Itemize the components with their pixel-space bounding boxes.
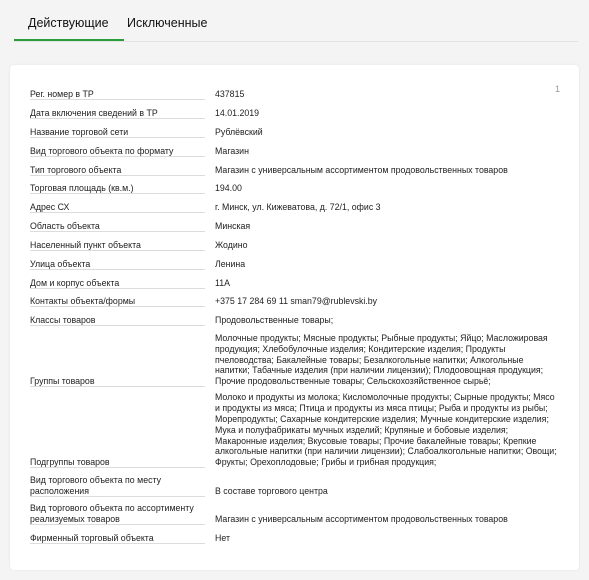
field-label: Адрес СХ [30,201,205,213]
field-row-format [30,146,560,157]
field-label: Торговая площадь (кв.м.) [30,182,205,194]
field-row-date [30,108,560,119]
field-row-house [30,278,560,289]
field-label: Группы товаров [30,375,205,387]
field-row-region [30,221,560,232]
field-row-type [30,165,560,176]
field-value: В составе торгового центра [215,486,328,497]
detail-card [10,65,579,570]
field-row-street [30,259,560,270]
field-value: 437815 [215,89,245,100]
field-value: Магазин с универсальным ассортиментом продовольственных товаров [215,165,508,176]
tab-excluded[interactable]: Исключенные [127,16,208,30]
field-label: Населенный пункт объекта [30,239,205,251]
field-label: Улица объекта [30,258,205,270]
field-value: Рублёвский [215,127,263,138]
field-label: Вид торгового объекта по формату [30,145,205,157]
field-row-assortment-type [30,503,560,525]
field-label: Контакты объекта/формы [30,295,205,307]
field-value: Магазин [215,146,249,157]
field-row-groups [30,333,560,387]
tab-active[interactable]: Действующие [28,16,109,30]
page-number: 1 [554,84,560,94]
field-row-branded [30,533,560,544]
field-label: Дата включения сведений в ТР [30,107,205,119]
active-tab-indicator [14,39,124,41]
field-value: 11А [215,278,230,289]
field-label: Фирменный торговый объекта [30,532,205,544]
field-row-location-type [30,475,560,497]
field-row-area [30,183,560,194]
field-label: Дом и корпус объекта [30,277,205,289]
field-row-contacts [30,296,560,307]
field-value: Магазин с универсальным ассортиментом продовольственных товаров [215,514,508,525]
field-row-address [30,202,560,213]
field-label: Название торговой сети [30,126,205,138]
field-value: Молоко и продукты из молока; Кисломолочные продукты; Сырные продукты; Мясо и продукты из мяса; Птица и продукты из мяса птицы; Рыба и продукты из рыбы; Морепродукты; Сахарные кондитерские изделия; Мучные кондитерские изделия; Мука и полуфабрикаты мучных изделий; Крупяные и бобовые изделия; Макаронные изделия; Вкусовые товары; Прочие бакалейные товары; Крепкие алкогольные напитки (при наличии лицензии); Слабоалкогольные напитки; Овощи; Фрукты; Орехоплодовые; Грибы и грибная продукция; [215,392,557,468]
field-value: Молочные продукты; Мясные продукты; Рыбные продукты; Яйцо; Масложировая продукция; Хлебобулочные изделия; Кондитерские изделия; Продукты пчеловодства; Бакалейные товары; Безалкогольные напитки; Алкогольные напитки; Табачные изделия (при наличии лицензии); Плодоовощная продукция; Прочие продовольственные товары; Сельскохозяйственное сырьё; [215,333,548,387]
field-label: Рег. номер в ТР [30,88,205,100]
field-value: +375 17 284 69 11 sman79@rublevski.by [215,296,378,307]
field-value: 194.00 [215,183,242,194]
field-value: Ленина [215,259,246,270]
field-value: 14.01.2019 [215,108,260,119]
field-row-locality [30,240,560,251]
field-row-subgroups [30,393,560,468]
field-label: Классы товаров [30,314,205,326]
field-label: Область объекта [30,220,205,232]
field-value: Жодино [215,240,248,251]
field-label: Вид торгового объекта по ассортименту реализуемых товаров [30,502,205,525]
field-value: г. Минск, ул. Кижеватова, д. 72/1, офис 3 [215,202,381,213]
field-row-reg-number [30,89,560,100]
field-label: Подгруппы товаров [30,456,205,468]
tab-bar [14,0,578,42]
field-value: Нет [215,533,230,544]
field-label: Тип торгового объекта [30,164,205,176]
field-label: Вид торгового объекта по месту расположения [30,474,205,497]
field-value: Минская [215,221,251,232]
field-row-classes [30,315,560,326]
field-row-network-name [30,127,560,138]
field-value: Продовольственные товары; [215,315,334,326]
